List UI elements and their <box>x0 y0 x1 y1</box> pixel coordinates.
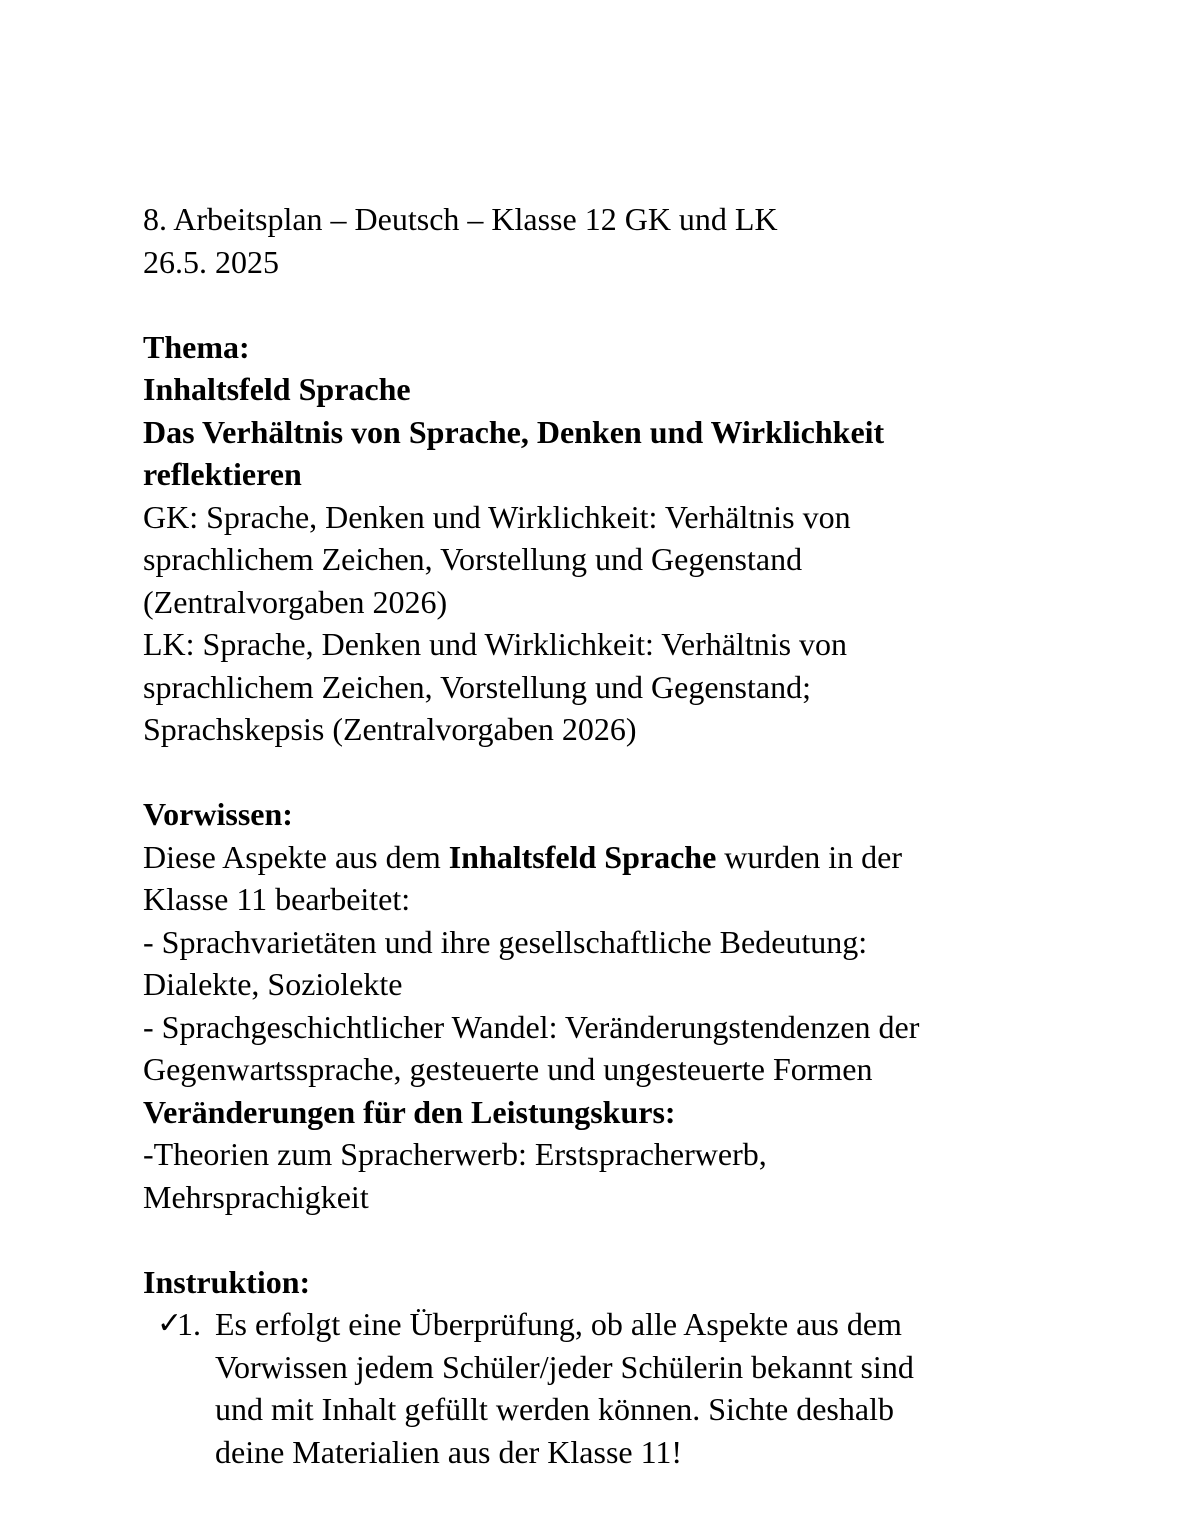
vorwissen-item2-line2: Gegenwartssprache, gesteuerte und ungesteuerte Formen <box>143 1051 873 1087</box>
document-page <box>143 198 1143 1473</box>
list-item <box>143 1303 1143 1473</box>
vorwissen-item1-line2: Dialekte, Soziolekte <box>143 966 403 1002</box>
instruktion-line: deine Materialien aus der Klasse 11! <box>215 1433 683 1470</box>
list-number: 1. <box>177 1306 201 1342</box>
thema-heading: Thema: <box>143 328 250 365</box>
vorwissen-intro-line2: Klasse 11 bearbeitet: <box>143 881 411 917</box>
instruktion-line: Vorwissen jedem Schüler/jeder Schülerin bekannt sind <box>215 1348 914 1385</box>
spacer <box>143 751 1143 794</box>
vorwissen-intro-pre: Diese Aspekte aus dem <box>143 838 449 875</box>
lk-line: LK: Sprache, Denken und Wirklichkeit: Verhältnis von <box>143 626 848 662</box>
spacer <box>143 1218 1143 1261</box>
gk-line: GK: Sprache, Denken und Wirklichkeit: Verhältnis von <box>143 498 851 535</box>
lk-line: Sprachskepsis (Zentralvorgaben 2026) <box>143 711 637 747</box>
gk-line: sprachlichem Zeichen, Vorstellung und Gegenstand <box>143 541 803 577</box>
checkmark-icon: ✓ <box>157 1306 183 1341</box>
thema-subtitle-line1: Das Verhältnis von Sprache, Denken und Wirklichkeit <box>143 413 885 450</box>
instruktion-list <box>143 1303 1143 1473</box>
lk-line: sprachlichem Zeichen, Vorstellung und Gegenstand; <box>143 668 811 705</box>
vorwissen-intro-post: wurden in der <box>716 838 903 875</box>
spacer <box>143 283 1143 326</box>
instruktion-line: Es erfolgt eine Überprüfung, ob alle Aspekte aus dem <box>215 1306 902 1342</box>
document-title: 8. Arbeitsplan – Deutsch – Klasse 12 GK und LK <box>143 201 778 237</box>
thema-subtitle-line2: reflektieren <box>143 456 302 492</box>
document-date: 26.5. 2025 <box>143 243 279 280</box>
lk-item-line2: Mehrsprachigkeit <box>143 1178 369 1215</box>
lk-item-line1: -Theorien zum Spracherwerb: Erstspracherwerb, <box>143 1136 767 1172</box>
lk-changes-heading: Veränderungen für den Leistungskurs: <box>143 1093 676 1130</box>
vorwissen-heading: Vorwissen: <box>143 796 293 832</box>
instruktion-line: und mit Inhalt gefüllt werden können. Sichte deshalb <box>215 1391 894 1427</box>
thema-field: Inhaltsfeld Sprache <box>143 371 411 407</box>
instruktion-heading: Instruktion: <box>143 1263 311 1300</box>
vorwissen-intro <box>143 836 1143 879</box>
gk-line: (Zentralvorgaben 2026) <box>143 583 448 620</box>
vorwissen-intro-bold: Inhaltsfeld Sprache <box>448 838 717 875</box>
vorwissen-item2-line1: - Sprachgeschichtlicher Wandel: Veränderungstendenzen der <box>143 1008 920 1045</box>
vorwissen-item1-line1: - Sprachvarietäten und ihre gesellschaftliche Bedeutung: <box>143 923 868 960</box>
